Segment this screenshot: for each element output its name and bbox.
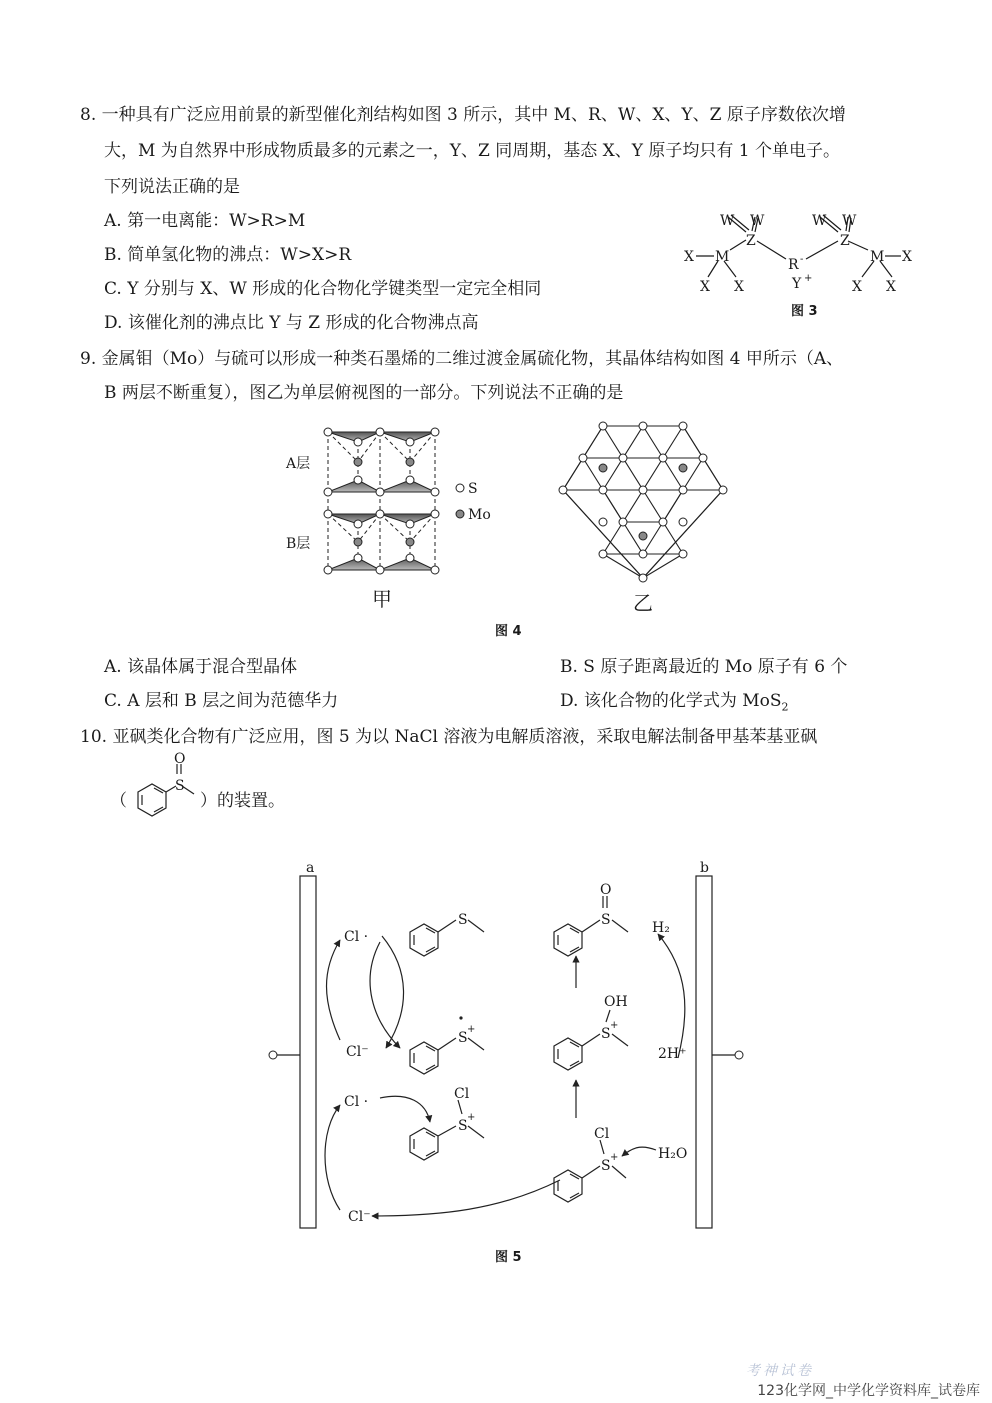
watermark-footer: 123化学网_中学化学资料库_试卷库 bbox=[757, 1383, 980, 1399]
cl-minus-2: Cl⁻ bbox=[348, 1209, 371, 1225]
q9-option-c: C. A 层和 B 层之间为范德华力 bbox=[104, 691, 339, 711]
legend-s-label: S bbox=[468, 481, 478, 497]
q9-option-d: D. 该化合物的化学式为 MoS$_2$ bbox=[560, 691, 789, 714]
label-jia: 甲 bbox=[372, 587, 392, 611]
layer-b-label: B层 bbox=[286, 536, 311, 552]
figure-3-catalyst-structure bbox=[680, 205, 930, 295]
sulfoxide-o: O bbox=[174, 752, 186, 767]
electrode-a bbox=[300, 876, 316, 1228]
fig3-r: R bbox=[788, 257, 799, 273]
fig3-z2: Z bbox=[840, 233, 850, 249]
mol6-s: S bbox=[601, 1158, 611, 1174]
figure-4-yi-top-view bbox=[548, 418, 738, 618]
two-h-plus-label: 2H⁺ bbox=[658, 1046, 687, 1062]
q8-option-b: B. 简单氢化物的沸点：W>X>R bbox=[104, 245, 352, 265]
q10-paren-close: ）的装置。 bbox=[200, 791, 285, 811]
fig3-x2: X bbox=[700, 279, 710, 295]
mol5-s: S bbox=[601, 1026, 611, 1042]
cl-minus-1: Cl⁻ bbox=[346, 1044, 369, 1060]
fig3-x3: X bbox=[734, 279, 744, 295]
fig3-w3: W bbox=[812, 213, 827, 229]
fig3-w4: W bbox=[842, 213, 857, 229]
mol6-plus: + bbox=[610, 1152, 619, 1163]
mol4-o: O bbox=[600, 882, 612, 898]
figure-4-caption: 图 4 bbox=[495, 624, 522, 639]
q8-option-d: D. 该催化剂的沸点比 Y 与 Z 形成的化合物沸点高 bbox=[104, 313, 479, 333]
q8-stem-line1: 8. 一种具有广泛应用前景的新型催化剂结构如图 3 所示，其中 M、R、W、X、Y、Z 原子序数依次增 bbox=[80, 105, 846, 125]
mol3-cl: Cl bbox=[454, 1086, 470, 1102]
q8-option-c: C. Y 分别与 X、W 形成的化合物化学键类型一定完全相同 bbox=[104, 279, 542, 299]
figure-4-jia-crystal-layers bbox=[280, 422, 500, 612]
fig3-y-sup: + bbox=[804, 273, 813, 284]
fig3-x1: X bbox=[684, 249, 694, 265]
q9-stem-line1: 9. 金属钼（Mo）与硫可以形成一种类石墨烯的二维过渡金属硫化物，其晶体结构如图 4 甲所示（A、 bbox=[80, 349, 844, 369]
q8-stem-line2: 大，M 为自然界中形成物质最多的元素之一，Y、Z 同周期，基态 X、Y 原子均只有 1 个单电子。 bbox=[104, 141, 841, 161]
h2o-label: H₂O bbox=[658, 1146, 688, 1162]
q9-option-a: A. 该晶体属于混合型晶体 bbox=[104, 657, 298, 677]
q10-paren-open: （ bbox=[110, 791, 127, 811]
fig3-w2: W bbox=[750, 213, 765, 229]
mol3-s: S bbox=[458, 1118, 468, 1134]
electrode-a-label: a bbox=[306, 860, 315, 876]
mol3-plus: + bbox=[467, 1112, 476, 1123]
mol2-s: S bbox=[458, 1030, 468, 1046]
legend-mo-label: Mo bbox=[468, 507, 491, 523]
fig3-y: Y bbox=[792, 276, 802, 292]
fig3-z1: Z bbox=[746, 233, 756, 249]
q8-stem-line3: 下列说法正确的是 bbox=[104, 177, 240, 197]
mol5-plus: + bbox=[610, 1020, 619, 1031]
q9-stem-line2: B 两层不断重复），图乙为单层俯视图的一部分。下列说法不正确的是 bbox=[104, 383, 624, 403]
mol5-oh: OH bbox=[604, 994, 628, 1010]
figure-5-electrolysis-diagram bbox=[260, 860, 760, 1240]
fig3-x4: X bbox=[902, 249, 912, 265]
fig3-m1: M bbox=[715, 249, 730, 265]
figure-3-caption: 图 3 bbox=[791, 304, 818, 319]
h2-label: H₂ bbox=[652, 920, 670, 936]
q9-option-b: B. S 原子距离最近的 Mo 原子有 6 个 bbox=[560, 657, 848, 677]
mol1-s: S bbox=[458, 912, 468, 928]
fig3-x5: X bbox=[852, 279, 862, 295]
sulfoxide-s: S bbox=[175, 778, 185, 794]
mol2-plus: + bbox=[467, 1024, 476, 1035]
layer-a-label: A层 bbox=[286, 456, 311, 472]
cl-radical-1: Cl · bbox=[344, 929, 369, 945]
electrode-b bbox=[696, 876, 712, 1228]
cl-radical-2: Cl · bbox=[344, 1094, 369, 1110]
electrode-b-label: b bbox=[700, 860, 709, 876]
watermark-stamp: 考神试卷 bbox=[746, 1363, 814, 1379]
label-yi: 乙 bbox=[633, 591, 653, 615]
mol4-s: S bbox=[601, 912, 611, 928]
fig3-x6: X bbox=[886, 279, 896, 295]
figure-5-caption: 图 5 bbox=[495, 1250, 522, 1265]
mol6-cl: Cl bbox=[594, 1126, 610, 1142]
fig3-m2: M bbox=[870, 249, 885, 265]
fig3-r-sup: - bbox=[800, 254, 804, 265]
q10-stem-line1: 10. 亚砜类化合物有广泛应用，图 5 为以 NaCl 溶液为电解质溶液，采取电解法制备甲基苯基亚砜 bbox=[80, 727, 818, 747]
q8-option-a: A. 第一电离能：W>R>M bbox=[104, 211, 306, 231]
fig3-w1: W bbox=[720, 213, 735, 229]
